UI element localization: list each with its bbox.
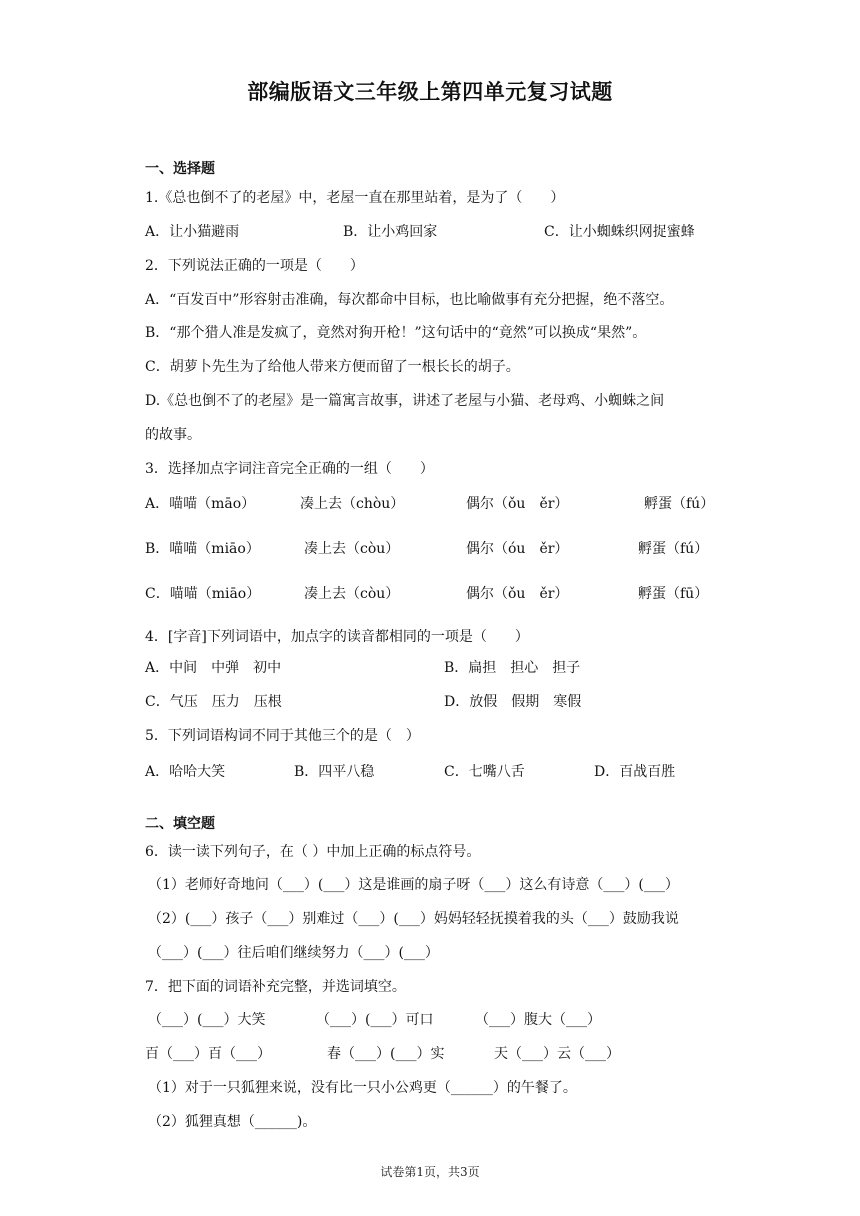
question-3-b-col4: 孵蛋（fú） <box>638 541 709 557</box>
question-4-option-b: B．扁担 担心 担子 <box>444 660 581 676</box>
page-footer: 试卷第1页，共3页 <box>380 1165 480 1179</box>
question-2-stem: 2．下列说法正确的一项是（ ） <box>145 258 364 274</box>
question-3-stem: 3．选择加点字词注音完全正确的一组（ ） <box>145 461 434 477</box>
question-3-b-col3: 偶尔（óu ěr） <box>466 541 569 557</box>
question-7-sentence-1: （1）对于一只狐狸来说，没有比一只小公鸡更（______）的午餐了。 <box>148 1080 577 1096</box>
question-4-option-d: D．放假 假期 寒假 <box>444 694 582 710</box>
question-6-line-1: （1）老师好奇地问（___）(___）这是谁画的扇子呀（___）这么有诗意（___）(___） <box>148 877 679 893</box>
question-2-option-a: A．“百发百中”形容射击准确，每次都命中目标，也比喻做事有充分把握，绝不落空。 <box>145 292 674 308</box>
question-3-c-col2: 凑上去（còu） <box>304 586 400 602</box>
question-3-c-col1: C．喵喵（miāo） <box>145 586 261 602</box>
question-7-blank-1: （___）(___）大笑 <box>148 1012 266 1028</box>
question-4-option-c: C．气压 压力 压根 <box>145 694 282 710</box>
question-5-option-d: D．百战百胜 <box>594 764 676 780</box>
question-7-sentence-2: （2）狐狸真想（______)。 <box>148 1114 317 1130</box>
question-7-blank-5: 春（___）(___）实 <box>327 1046 445 1062</box>
question-5-stem: 5．下列词语构词不同于其他三个的是（ ） <box>145 728 420 744</box>
question-3-a-col3: 偶尔（ǒu ěr） <box>466 496 569 512</box>
question-4-option-a: A．中间 中弹 初中 <box>145 660 282 676</box>
question-3-c-col4: 孵蛋（fū） <box>638 586 709 602</box>
question-5-option-c: C．七嘴八舌 <box>444 764 525 780</box>
question-6-line-2: （2）(___）孩子（___）别难过（___）(___）妈妈轻轻抚摸着我的头（___）鼓励我说 <box>148 911 679 927</box>
question-1-option-c: C．让小蜘蛛织网捉蜜蜂 <box>544 224 695 240</box>
question-5-option-b: B．四平八稳 <box>294 764 375 780</box>
question-1-option-b: B．让小鸡回家 <box>343 224 438 240</box>
question-5-option-a: A．哈哈大笑 <box>145 764 226 780</box>
question-2-option-b: B．“那个猎人准是发疯了，竟然对狗开枪！”这句话中的“竟然”可以换成“果然”。 <box>145 325 647 341</box>
question-3-a-col4: 孵蛋（fú） <box>644 496 715 512</box>
question-3-b-col2: 凑上去（còu） <box>304 541 400 557</box>
section-heading-fill-in: 二、填空题 <box>145 816 215 832</box>
question-7-blank-2: （___）(___）可口 <box>316 1012 434 1028</box>
question-3-c-col3: 偶尔（ǒu ěr） <box>466 586 569 602</box>
question-7-stem: 7．把下面的词语补充完整，并选词填空。 <box>145 979 406 995</box>
section-heading-choice: 一、选择题 <box>145 161 215 177</box>
question-2-option-c: C．胡萝卜先生为了给他人带来方便而留了一根长长的胡子。 <box>145 359 520 375</box>
question-2-option-d-continued: 的故事。 <box>145 427 201 443</box>
question-3-a-col1: A．喵喵（māo） <box>145 496 256 512</box>
question-1-stem: 1.《总也倒不了的老屋》中，老屋一直在那里站着，是为了（ ） <box>145 190 565 206</box>
question-6-stem: 6．读一读下列句子，在（ ）中加上正确的标点符号。 <box>145 844 481 860</box>
question-6-line-3: （___）(___）往后咱们继续努力（___）(___） <box>148 945 439 961</box>
question-3-a-col2: 凑上去（chòu） <box>300 496 405 512</box>
question-3-b-col1: B．喵喵（miāo） <box>145 541 260 557</box>
question-7-blank-6: 天（___）云（___） <box>494 1046 620 1062</box>
question-7-blank-3: （___）腹大（___） <box>475 1012 601 1028</box>
question-4-stem: 4．[字音]下列词语中，加点字的读音都相同的一项是（ ） <box>145 629 529 645</box>
question-1-option-a: A．让小猫避雨 <box>145 224 240 240</box>
question-2-option-d: D.《总也倒不了的老屋》是一篇寓言故事，讲述了老屋与小猫、老母鸡、小蜘蛛之间 <box>145 393 665 409</box>
page-title: 部编版语文三年级上第四单元复习试题 <box>247 80 613 104</box>
question-7-blank-4: 百（___）百（___） <box>145 1046 271 1062</box>
